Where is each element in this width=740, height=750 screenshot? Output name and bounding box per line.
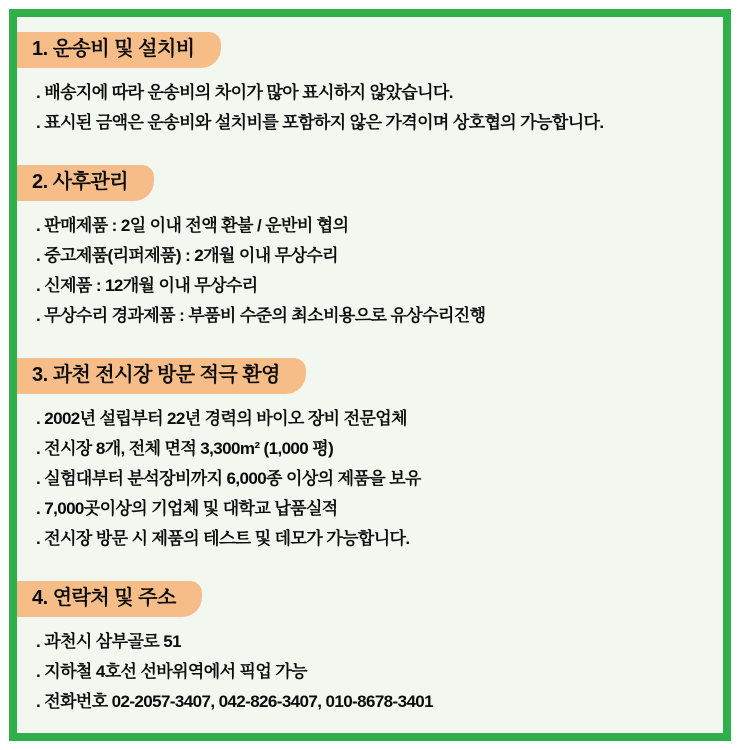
notice-item: . 7,000곳이상의 기업체 및 대학교 납품실적 xyxy=(36,499,338,518)
notice-item: . 전시장 방문 시 제품의 테스트 및 데모가 가능합니다. xyxy=(36,529,410,548)
notice-item: . 실험대부터 분석장비까지 6,000종 이상의 제품을 보유 xyxy=(36,469,421,488)
notice-item: . 전화번호 02-2057-3407, 042-826-3407, 010-8678-3401 xyxy=(36,692,434,711)
notice-item: . 전시장 8개, 전체 면적 3,300m² (1,000 평) xyxy=(36,439,334,458)
notice-item: . 신제품 : 12개월 이내 무상수리 xyxy=(36,276,258,295)
section-title: 4. 연락처 및 주소 xyxy=(32,587,176,609)
section-title: 3. 과천 전시장 방문 적극 환영 xyxy=(32,364,280,386)
section-items xyxy=(36,78,723,138)
notice-frame xyxy=(9,9,731,741)
section-after-sales xyxy=(17,165,723,331)
notice-item: . 과천시 삼부골로 51 xyxy=(36,632,181,651)
section-title: 1. 운송비 및 설치비 xyxy=(32,38,195,60)
section-items xyxy=(36,627,723,717)
section-contact-address xyxy=(17,581,723,717)
section-header-badge xyxy=(17,358,306,394)
section-items xyxy=(36,211,723,331)
section-shipping-installation xyxy=(17,32,723,138)
section-items xyxy=(36,404,723,554)
notice-item: . 2002년 설립부터 22년 경력의 바이오 장비 전문업체 xyxy=(36,409,407,428)
section-header-badge xyxy=(17,165,154,201)
section-header-badge xyxy=(17,581,202,617)
notice-item: . 중고제품(리퍼제품) : 2개월 이내 무상수리 xyxy=(36,246,338,265)
section-header-badge xyxy=(17,32,221,68)
notice-item: . 표시된 금액은 운송비와 설치비를 포함하지 않은 가격이며 상호협의 가능합니다. xyxy=(36,113,604,132)
notice-item: . 지하철 4호선 선바위역에서 픽업 가능 xyxy=(36,662,307,681)
notice-item: . 배송지에 따라 운송비의 차이가 많아 표시하지 않았습니다. xyxy=(36,83,453,102)
section-title: 2. 사후관리 xyxy=(32,171,129,193)
notice-item: . 무상수리 경과제품 : 부품비 수준의 최소비용으로 유상수리진행 xyxy=(36,306,486,325)
notice-item: . 판매제품 : 2일 이내 전액 환불 / 운반비 협의 xyxy=(36,216,349,235)
section-showroom-visit xyxy=(17,358,723,554)
